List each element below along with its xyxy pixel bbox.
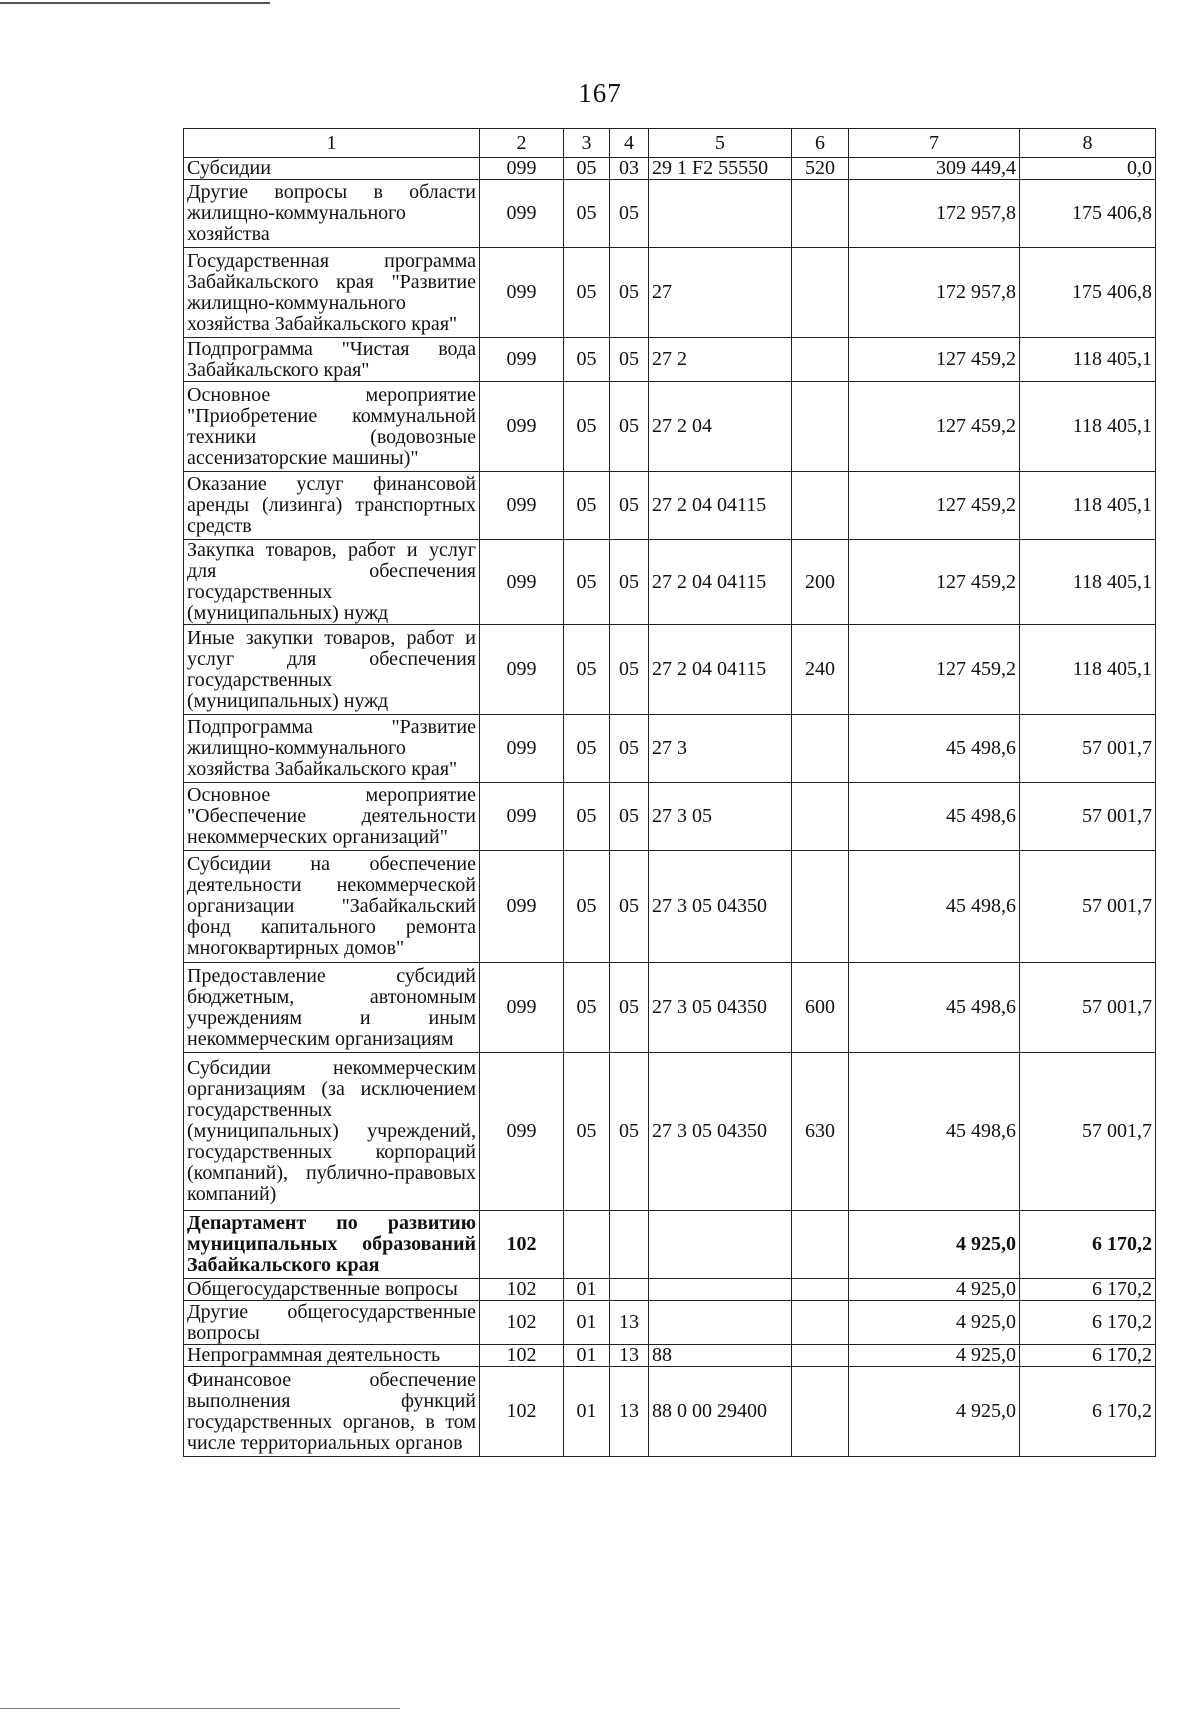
row-amount-1-cell: 4 925,0 [849,1279,1020,1301]
row-admin-code-cell: 099 [480,540,564,625]
table-body [184,129,1156,1457]
row-section-cell: 05 [564,625,610,715]
row-section-cell: 05 [564,1053,610,1211]
table-row [184,963,1156,1053]
row-subsection-cell: 05 [610,963,649,1053]
row-expense-type-cell: 600 [792,963,849,1053]
table-row [184,540,1156,625]
table-row [184,180,1156,248]
page-number: 167 [578,78,622,108]
row-subsection-cell: 05 [610,338,649,382]
table-row [184,338,1156,382]
row-admin-code-cell: 099 [480,783,564,851]
column-header-8: 8 [1020,129,1156,158]
row-expense-type-cell: 520 [792,158,849,180]
row-section-cell: 05 [564,338,610,382]
row-amount-2-cell: 6 170,2 [1020,1211,1156,1279]
row-section-cell [564,1211,610,1279]
row-amount-1-cell: 127 459,2 [849,382,1020,472]
row-admin-code-cell: 099 [480,180,564,248]
row-expense-type-cell [792,1367,849,1457]
table-row [184,1301,1156,1345]
row-amount-2-cell: 6 170,2 [1020,1279,1156,1301]
row-amount-2-cell: 57 001,7 [1020,1053,1156,1211]
table-row [184,1053,1156,1211]
row-name-cell: Субсидии некоммерческим организациям (за исключением государственных (муниципальных) учреждений, государственных корпораций (компаний), публично-правовых компаний) [184,1053,480,1211]
row-amount-2-cell: 118 405,1 [1020,338,1156,382]
row-section-cell: 05 [564,540,610,625]
row-amount-2-cell: 118 405,1 [1020,382,1156,472]
row-target-article-cell: 27 2 04 04115 [649,472,792,540]
row-admin-code-cell: 099 [480,851,564,963]
row-subsection-cell: 05 [610,540,649,625]
row-section-cell: 05 [564,248,610,338]
row-name-cell: Иные закупки товаров, работ и услуг для обеспечения государственных (муниципальных) нужд [184,625,480,715]
row-subsection-cell: 05 [610,783,649,851]
row-amount-2-cell: 6 170,2 [1020,1367,1156,1457]
table-row [184,1211,1156,1279]
row-name-cell: Подпрограмма "Развитие жилищно-коммунального хозяйства Забайкальского края" [184,715,480,783]
row-target-article-cell [649,1211,792,1279]
table-row [184,382,1156,472]
row-admin-code-cell: 102 [480,1367,564,1457]
row-expense-type-cell [792,1279,849,1301]
column-header-2: 2 [480,129,564,158]
row-name-cell: Общегосударственные вопросы [184,1279,480,1301]
row-expense-type-cell [792,180,849,248]
row-subsection-cell [610,1211,649,1279]
column-header-6: 6 [792,129,849,158]
row-amount-1-cell: 45 498,6 [849,715,1020,783]
table-row [184,1279,1156,1301]
row-target-article-cell: 27 3 05 04350 [649,963,792,1053]
row-name-cell: Оказание услуг финансовой аренды (лизинга) транспортных средств [184,472,480,540]
scan-artifact-line-bottom [0,1708,400,1709]
row-expense-type-cell [792,715,849,783]
row-amount-2-cell: 175 406,8 [1020,180,1156,248]
row-target-article-cell [649,180,792,248]
row-name-cell: Закупка товаров, работ и услуг для обеспечения государственных (муниципальных) нужд [184,540,480,625]
row-admin-code-cell: 099 [480,625,564,715]
row-admin-code-cell: 102 [480,1345,564,1367]
row-amount-1-cell: 4 925,0 [849,1367,1020,1457]
table-row [184,1367,1156,1457]
row-amount-2-cell: 0,0 [1020,158,1156,180]
row-amount-1-cell: 45 498,6 [849,851,1020,963]
row-expense-type-cell [792,1345,849,1367]
row-admin-code-cell: 099 [480,472,564,540]
row-expense-type-cell [792,851,849,963]
row-section-cell: 01 [564,1345,610,1367]
row-name-cell: Субсидии [184,158,480,180]
row-amount-1-cell: 45 498,6 [849,783,1020,851]
row-amount-2-cell: 118 405,1 [1020,540,1156,625]
table-row [184,158,1156,180]
row-amount-1-cell: 127 459,2 [849,338,1020,382]
row-section-cell: 05 [564,180,610,248]
table-row [184,783,1156,851]
row-expense-type-cell [792,472,849,540]
row-section-cell: 05 [564,382,610,472]
row-subsection-cell: 05 [610,1053,649,1211]
table-row [184,472,1156,540]
row-amount-2-cell: 57 001,7 [1020,783,1156,851]
row-name-cell: Основное мероприятие "Обеспечение деятельности некоммерческих организаций" [184,783,480,851]
row-name-cell: Субсидии на обеспечение деятельности некоммерческой организации "Забайкальский фонд капитального ремонта многоквартирных домов" [184,851,480,963]
table-row [184,851,1156,963]
row-admin-code-cell: 099 [480,382,564,472]
row-expense-type-cell [792,783,849,851]
row-amount-1-cell: 4 925,0 [849,1345,1020,1367]
row-name-cell: Непрограммная деятельность [184,1345,480,1367]
row-amount-2-cell: 57 001,7 [1020,715,1156,783]
row-amount-1-cell: 309 449,4 [849,158,1020,180]
row-admin-code-cell: 099 [480,1053,564,1211]
row-section-cell: 01 [564,1301,610,1345]
row-target-article-cell: 27 2 [649,338,792,382]
row-amount-2-cell: 6 170,2 [1020,1345,1156,1367]
row-expense-type-cell: 240 [792,625,849,715]
row-name-cell: Другие вопросы в области жилищно-коммунального хозяйства [184,180,480,248]
row-amount-2-cell: 118 405,1 [1020,472,1156,540]
row-subsection-cell: 13 [610,1345,649,1367]
row-subsection-cell: 05 [610,472,649,540]
row-admin-code-cell: 099 [480,248,564,338]
table-header-row [184,129,1156,158]
row-amount-2-cell: 6 170,2 [1020,1301,1156,1345]
row-section-cell: 05 [564,851,610,963]
row-amount-1-cell: 4 925,0 [849,1211,1020,1279]
row-amount-2-cell: 57 001,7 [1020,851,1156,963]
row-subsection-cell: 05 [610,248,649,338]
row-section-cell: 05 [564,472,610,540]
row-admin-code-cell: 102 [480,1279,564,1301]
row-admin-code-cell: 102 [480,1211,564,1279]
row-target-article-cell: 27 3 [649,715,792,783]
row-section-cell: 05 [564,783,610,851]
row-target-article-cell: 29 1 F2 55550 [649,158,792,180]
row-target-article-cell: 27 3 05 [649,783,792,851]
row-name-cell: Департамент по развитию муниципальных образований Забайкальского края [184,1211,480,1279]
row-amount-1-cell: 172 957,8 [849,248,1020,338]
row-name-cell: Подпрограмма "Чистая вода Забайкальского края" [184,338,480,382]
row-amount-2-cell: 57 001,7 [1020,963,1156,1053]
row-expense-type-cell: 630 [792,1053,849,1211]
row-target-article-cell: 27 2 04 04115 [649,540,792,625]
row-amount-1-cell: 45 498,6 [849,963,1020,1053]
row-target-article-cell: 27 2 04 [649,382,792,472]
row-amount-1-cell: 45 498,6 [849,1053,1020,1211]
row-amount-1-cell: 127 459,2 [849,540,1020,625]
table-row [184,248,1156,338]
row-section-cell: 05 [564,158,610,180]
row-amount-1-cell: 172 957,8 [849,180,1020,248]
row-expense-type-cell [792,248,849,338]
row-name-cell: Государственная программа Забайкальского края "Развитие жилищно-коммунального хозяйства Забайкальского края" [184,248,480,338]
table-row [184,1345,1156,1367]
row-subsection-cell: 05 [610,851,649,963]
table-row [184,625,1156,715]
row-target-article-cell [649,1279,792,1301]
row-subsection-cell: 05 [610,625,649,715]
row-target-article-cell: 27 3 05 04350 [649,1053,792,1211]
row-name-cell: Другие общегосударственные вопросы [184,1301,480,1345]
column-header-3: 3 [564,129,610,158]
scan-artifact-line [0,2,270,4]
row-subsection-cell: 13 [610,1367,649,1457]
row-section-cell: 01 [564,1367,610,1457]
row-section-cell: 05 [564,715,610,783]
row-amount-1-cell: 127 459,2 [849,472,1020,540]
column-header-1: 1 [184,129,480,158]
row-target-article-cell: 88 0 00 29400 [649,1367,792,1457]
row-expense-type-cell [792,1211,849,1279]
column-header-7: 7 [849,129,1020,158]
row-target-article-cell: 27 [649,248,792,338]
row-expense-type-cell [792,382,849,472]
row-subsection-cell: 13 [610,1301,649,1345]
row-amount-2-cell: 118 405,1 [1020,625,1156,715]
row-amount-2-cell: 175 406,8 [1020,248,1156,338]
row-section-cell: 05 [564,963,610,1053]
row-section-cell: 01 [564,1279,610,1301]
row-subsection-cell [610,1279,649,1301]
row-target-article-cell: 27 2 04 04115 [649,625,792,715]
row-name-cell: Основное мероприятие "Приобретение коммунальной техники (водовозные ассенизаторские машины)" [184,382,480,472]
row-subsection-cell: 05 [610,382,649,472]
row-target-article-cell: 88 [649,1345,792,1367]
row-amount-1-cell: 4 925,0 [849,1301,1020,1345]
row-expense-type-cell [792,338,849,382]
row-admin-code-cell: 099 [480,158,564,180]
row-admin-code-cell: 099 [480,715,564,783]
budget-table [183,128,1156,1457]
column-header-5: 5 [649,129,792,158]
row-expense-type-cell [792,1301,849,1345]
row-admin-code-cell: 099 [480,963,564,1053]
row-name-cell: Финансовое обеспечение выполнения функций государственных органов, в том числе территориальных органов [184,1367,480,1457]
row-expense-type-cell: 200 [792,540,849,625]
row-subsection-cell: 05 [610,180,649,248]
row-admin-code-cell: 099 [480,338,564,382]
row-subsection-cell: 05 [610,715,649,783]
row-name-cell: Предоставление субсидий бюджетным, автономным учреждениям и иным некоммерческим организациям [184,963,480,1053]
row-subsection-cell: 03 [610,158,649,180]
row-amount-1-cell: 127 459,2 [849,625,1020,715]
table-row [184,715,1156,783]
row-target-article-cell: 27 3 05 04350 [649,851,792,963]
column-header-4: 4 [610,129,649,158]
row-admin-code-cell: 102 [480,1301,564,1345]
row-target-article-cell [649,1301,792,1345]
